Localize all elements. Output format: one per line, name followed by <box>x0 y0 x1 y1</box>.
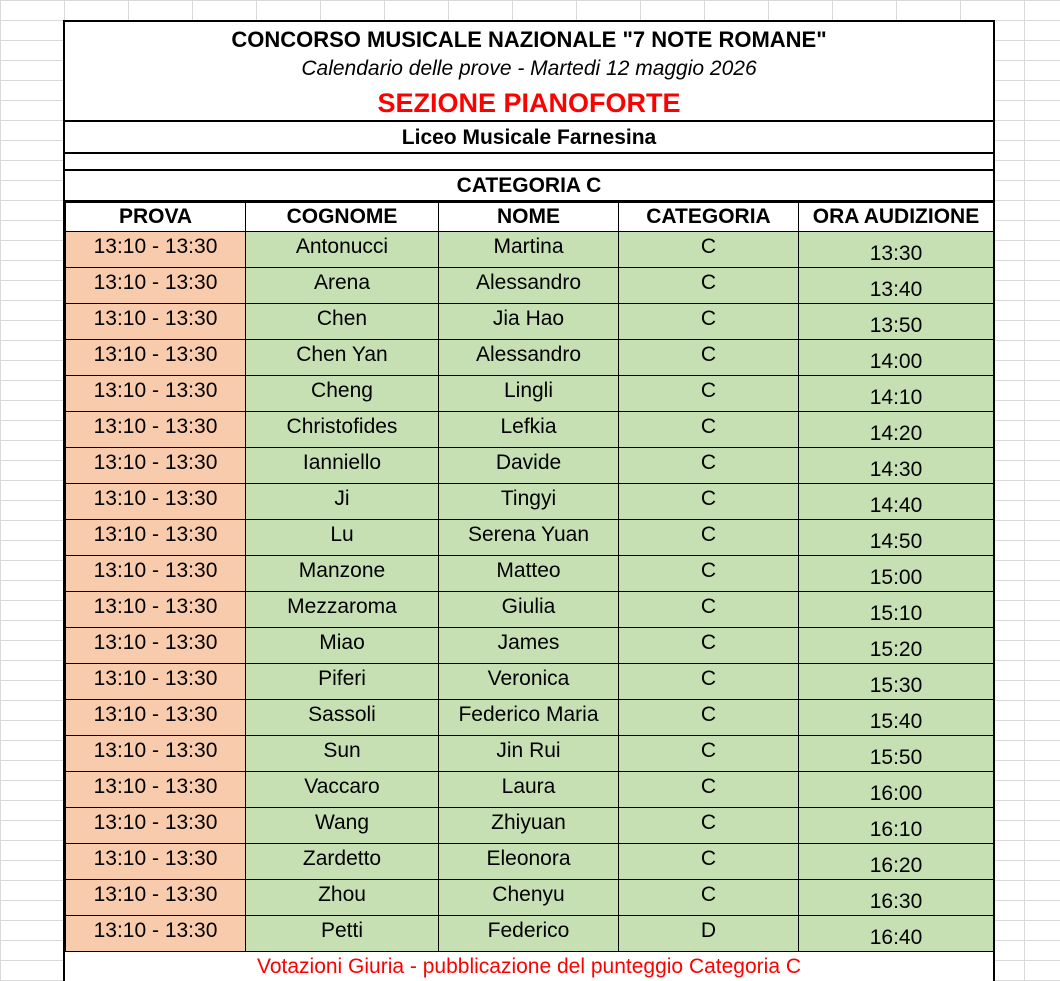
ora-audizione-cell[interactable]: 14:30 <box>799 448 994 484</box>
prova-cell[interactable]: 13:10 - 13:30 <box>66 376 246 412</box>
nome-cell[interactable]: Zhiyuan <box>439 808 619 844</box>
cognome-cell[interactable]: Vaccaro <box>246 772 439 808</box>
venue-title[interactable]: Liceo Musicale Farnesina <box>401 126 657 149</box>
ora-audizione-cell[interactable]: 15:00 <box>799 556 994 592</box>
prova-cell[interactable]: 13:10 - 13:30 <box>66 700 246 736</box>
prova-cell[interactable]: 13:10 - 13:30 <box>66 232 246 268</box>
prova-cell[interactable]: 13:10 - 13:30 <box>66 808 246 844</box>
nome-cell[interactable]: Jin Rui <box>439 736 619 772</box>
table-row <box>66 916 994 952</box>
prova-cell[interactable]: 13:10 - 13:30 <box>66 736 246 772</box>
categoria-cell[interactable]: C <box>619 808 799 844</box>
cognome-cell[interactable]: Chen <box>246 304 439 340</box>
divider <box>65 120 993 122</box>
prova-cell[interactable]: 13:10 - 13:30 <box>66 412 246 448</box>
ora-audizione-cell[interactable]: 14:40 <box>799 484 994 520</box>
divider <box>65 169 993 171</box>
ora-audizione-cell[interactable]: 14:50 <box>799 520 994 556</box>
categoria-cell[interactable]: C <box>619 844 799 880</box>
cognome-cell[interactable]: Sassoli <box>246 700 439 736</box>
cognome-cell[interactable]: Manzone <box>246 556 439 592</box>
nome-cell[interactable]: Martina <box>439 232 619 268</box>
nome-cell[interactable]: James <box>439 628 619 664</box>
table-row <box>66 376 994 412</box>
nome-cell[interactable]: Eleonora <box>439 844 619 880</box>
column-header-categoria[interactable]: CATEGORIA <box>619 203 799 232</box>
categoria-cell[interactable]: C <box>619 880 799 916</box>
nome-cell[interactable]: Alessandro <box>439 340 619 376</box>
nome-cell[interactable]: Lingli <box>439 376 619 412</box>
nome-cell[interactable]: Federico <box>439 916 619 952</box>
prova-cell[interactable]: 13:10 - 13:30 <box>66 592 246 628</box>
prova-cell[interactable]: 13:10 - 13:30 <box>66 916 246 952</box>
table-row <box>66 448 994 484</box>
ora-audizione-cell[interactable]: 15:40 <box>799 700 994 736</box>
footer-note[interactable]: Votazioni Giuria - pubblicazione del punteggio Categoria C <box>256 955 801 978</box>
nome-cell[interactable]: Davide <box>439 448 619 484</box>
nome-cell[interactable]: Giulia <box>439 592 619 628</box>
prova-cell[interactable]: 13:10 - 13:30 <box>66 268 246 304</box>
prova-cell[interactable]: 13:10 - 13:30 <box>66 556 246 592</box>
categoria-cell[interactable]: D <box>619 916 799 952</box>
categoria-cell[interactable]: C <box>619 232 799 268</box>
ora-audizione-cell[interactable]: 15:50 <box>799 736 994 772</box>
table-row <box>66 592 994 628</box>
cognome-cell[interactable]: Petti <box>246 916 439 952</box>
cognome-cell[interactable]: Christofides <box>246 412 439 448</box>
cognome-cell[interactable]: Piferi <box>246 664 439 700</box>
column-header-prova[interactable]: PROVA <box>66 203 246 232</box>
categoria-cell[interactable]: C <box>619 592 799 628</box>
ora-audizione-cell[interactable]: 13:40 <box>799 268 994 304</box>
cognome-cell[interactable]: Lu <box>246 520 439 556</box>
categoria-cell[interactable]: C <box>619 700 799 736</box>
prova-cell[interactable]: 13:10 - 13:30 <box>66 340 246 376</box>
categoria-cell[interactable]: C <box>619 340 799 376</box>
cognome-cell[interactable]: Ianniello <box>246 448 439 484</box>
ora-audizione-cell[interactable]: 13:50 <box>799 304 994 340</box>
table-row <box>66 340 994 376</box>
ora-audizione-cell[interactable]: 16:00 <box>799 772 994 808</box>
cognome-cell[interactable]: Mezzaroma <box>246 592 439 628</box>
cognome-cell[interactable]: Arena <box>246 268 439 304</box>
nome-cell[interactable]: Jia Hao <box>439 304 619 340</box>
categoria-cell[interactable]: C <box>619 520 799 556</box>
ora-audizione-cell[interactable]: 14:00 <box>799 340 994 376</box>
table-row <box>66 628 994 664</box>
categoria-cell[interactable]: C <box>619 304 799 340</box>
section-title[interactable]: SEZIONE PIANOFORTE <box>377 88 681 118</box>
ora-audizione-cell[interactable]: 13:30 <box>799 232 994 268</box>
categoria-cell[interactable]: C <box>619 484 799 520</box>
nome-cell[interactable]: Laura <box>439 772 619 808</box>
ora-audizione-cell[interactable]: 14:10 <box>799 376 994 412</box>
prova-cell[interactable]: 13:10 - 13:30 <box>66 448 246 484</box>
table-header-row <box>66 203 994 232</box>
cognome-cell[interactable]: Chen Yan <box>246 340 439 376</box>
cognome-cell[interactable]: Sun <box>246 736 439 772</box>
cognome-cell[interactable]: Miao <box>246 628 439 664</box>
table-row <box>66 412 994 448</box>
nome-cell[interactable]: Chenyu <box>439 880 619 916</box>
table-row <box>66 520 994 556</box>
cognome-cell[interactable]: Antonucci <box>246 232 439 268</box>
prova-cell[interactable]: 13:10 - 13:30 <box>66 520 246 556</box>
prova-cell[interactable]: 13:10 - 13:30 <box>66 628 246 664</box>
nome-cell[interactable]: Veronica <box>439 664 619 700</box>
ora-audizione-cell[interactable]: 16:20 <box>799 844 994 880</box>
categoria-cell[interactable]: C <box>619 376 799 412</box>
table-row <box>66 700 994 736</box>
cognome-cell[interactable]: Zardetto <box>246 844 439 880</box>
categoria-cell[interactable]: C <box>619 412 799 448</box>
table-row <box>66 736 994 772</box>
ora-audizione-cell[interactable]: 16:40 <box>799 916 994 952</box>
nome-cell[interactable]: Alessandro <box>439 268 619 304</box>
categoria-cell[interactable]: C <box>619 628 799 664</box>
category-title[interactable]: CATEGORIA C <box>456 174 602 197</box>
categoria-cell[interactable]: C <box>619 448 799 484</box>
nome-cell[interactable]: Federico Maria <box>439 700 619 736</box>
table-row <box>66 880 994 916</box>
divider <box>65 152 993 154</box>
table-row <box>66 772 994 808</box>
categoria-cell[interactable]: C <box>619 736 799 772</box>
ora-audizione-cell[interactable]: 15:20 <box>799 628 994 664</box>
table-row <box>66 268 994 304</box>
table-body <box>66 232 994 952</box>
column-header-nome[interactable]: NOME <box>439 203 619 232</box>
column-header-ora-audizione[interactable]: ORA AUDIZIONE <box>799 203 994 232</box>
cognome-cell[interactable]: Ji <box>246 484 439 520</box>
prova-cell[interactable]: 13:10 - 13:30 <box>66 844 246 880</box>
prova-cell[interactable]: 13:10 - 13:30 <box>66 304 246 340</box>
nome-cell[interactable]: Matteo <box>439 556 619 592</box>
prova-cell[interactable]: 13:10 - 13:30 <box>66 880 246 916</box>
categoria-cell[interactable]: C <box>619 556 799 592</box>
ora-audizione-cell[interactable]: 15:30 <box>799 664 994 700</box>
table-row <box>66 304 994 340</box>
cognome-cell[interactable]: Cheng <box>246 376 439 412</box>
prova-cell[interactable]: 13:10 - 13:30 <box>66 772 246 808</box>
categoria-cell[interactable]: C <box>619 268 799 304</box>
column-header-cognome[interactable]: COGNOME <box>246 203 439 232</box>
schedule-sheet <box>63 20 995 981</box>
cognome-cell[interactable]: Wang <box>246 808 439 844</box>
ora-audizione-cell[interactable]: 16:30 <box>799 880 994 916</box>
categoria-cell[interactable]: C <box>619 772 799 808</box>
table-row <box>66 232 994 268</box>
ora-audizione-cell[interactable]: 15:10 <box>799 592 994 628</box>
nome-cell[interactable]: Serena Yuan <box>439 520 619 556</box>
schedule-table <box>65 202 994 952</box>
table-row <box>66 484 994 520</box>
prova-cell[interactable]: 13:10 - 13:30 <box>66 664 246 700</box>
table-row <box>66 808 994 844</box>
prova-cell[interactable]: 13:10 - 13:30 <box>66 484 246 520</box>
ora-audizione-cell[interactable]: 14:20 <box>799 412 994 448</box>
categoria-cell[interactable]: C <box>619 664 799 700</box>
nome-cell[interactable]: Lefkia <box>439 412 619 448</box>
table-row <box>66 556 994 592</box>
competition-title[interactable]: CONCORSO MUSICALE NAZIONALE "7 NOTE ROMANE" <box>231 27 827 52</box>
nome-cell[interactable]: Tingyi <box>439 484 619 520</box>
ora-audizione-cell[interactable]: 16:10 <box>799 808 994 844</box>
table-row <box>66 844 994 880</box>
cognome-cell[interactable]: Zhou <box>246 880 439 916</box>
table-row <box>66 664 994 700</box>
schedule-subtitle[interactable]: Calendario delle prove - Martedi 12 maggio 2026 <box>301 57 757 80</box>
